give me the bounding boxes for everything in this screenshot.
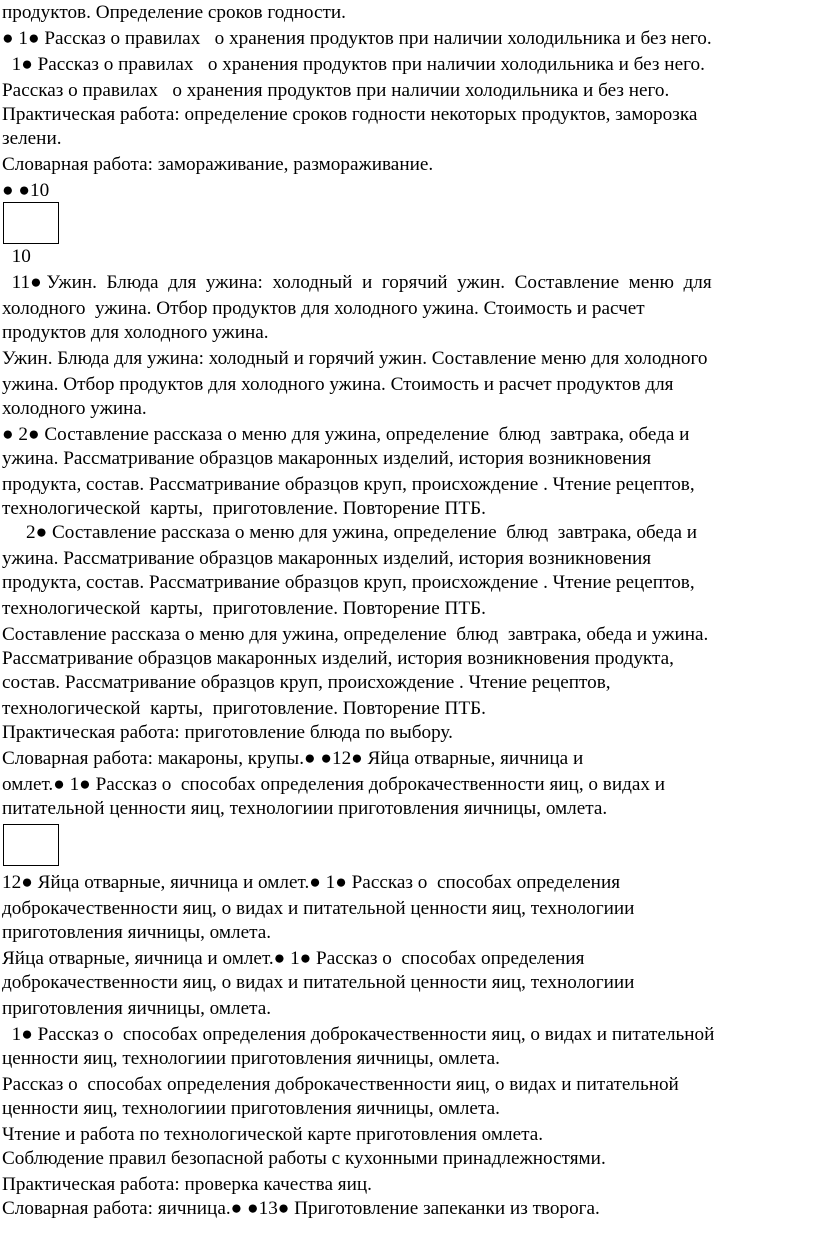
text-line: продукта, состав. Рассматривание образцов круп, происхождение . Чтение рецептов, — [2, 474, 695, 495]
text-line: Словарная работа: замораживание, размораживание. — [2, 154, 434, 175]
text-line: ужина. Рассматривание образцов макаронных изделий, история возникновения — [2, 548, 652, 569]
text-line: Практическая работа: приготовление блюда по выбору. — [2, 722, 453, 743]
text-line: технологической карты, приготовление. Повторение ПТБ. — [2, 498, 486, 519]
text-line: зелени. — [2, 128, 62, 149]
text-line: 1● Рассказ о способах определения доброкачественности яиц, о видах и питательной — [2, 1024, 715, 1045]
text-line: 2● Составление рассказа о меню для ужина, определение блюд завтрака, обеда и — [2, 522, 698, 543]
text-line: омлет.● 1● Рассказ о способах определения доброкачественности яиц, о видах и — [2, 774, 666, 795]
text-line: ● 2● Составление рассказа о меню для ужина, определение блюд завтрака, обеда и — [2, 424, 690, 445]
text-line: питательной ценности яиц, технологиии приготовления яичницы, омлета. — [2, 798, 608, 819]
text-line: Рассматривание образцов макаронных изделий, история возникновения продукта, — [2, 648, 674, 669]
text-line: Составление рассказа о меню для ужина, определение блюд завтрака, обеда и ужина. — [2, 624, 709, 645]
text-line: продукта, состав. Рассматривание образцов круп, происхождение . Чтение рецептов, — [2, 572, 695, 593]
text-line: 12● Яйца отварные, яичница и омлет.● 1● Рассказ о способах определения — [2, 872, 621, 893]
text-line: холодного ужина. — [2, 398, 147, 419]
text-line: ценности яиц, технологиии приготовления яичницы, омлета. — [2, 1098, 500, 1119]
text-line: продуктов для холодного ужина. — [2, 322, 269, 343]
text-line: Рассказ о способах определения доброкачественности яиц, о видах и питательной — [2, 1074, 679, 1095]
text-line: Словарная работа: макароны, крупы.● ●12● Яйца отварные, яичница и — [2, 748, 584, 769]
text-line: 11● Ужин. Блюда для ужина: холодный и горячий ужин. Составление меню для — [2, 272, 712, 293]
text-line: Рассказ о правилах о хранения продуктов при наличии холодильника и без него. — [2, 80, 670, 101]
text-line: приготовления яичницы, омлета. — [2, 998, 272, 1019]
text-line: 1● Рассказ о правилах о хранения продуктов при наличии холодильника и без него. — [2, 54, 705, 75]
text-line: 10 — [2, 246, 31, 267]
text-line: Яйца отварные, яичница и омлет.● 1● Рассказ о способах определения — [2, 948, 585, 969]
text-line: Практическая работа: определение сроков годности некоторых продуктов, заморозка — [2, 104, 698, 125]
text-line: приготовления яичницы, омлета. — [2, 922, 272, 943]
text-line: технологической карты, приготовление. Повторение ПТБ. — [2, 598, 486, 619]
text-line: ужина. Отбор продуктов для холодного ужина. Стоимость и расчет продуктов для — [2, 374, 674, 395]
empty-box — [3, 824, 59, 866]
text-line: состав. Рассматривание образцов круп, происхождение . Чтение рецептов, — [2, 672, 611, 693]
empty-box — [3, 202, 59, 244]
text-line: доброкачественности яиц, о видах и питательной ценности яиц, технологиии — [2, 898, 635, 919]
text-line: ● 1● Рассказ о правилах о хранения продуктов при наличии холодильника и без него. — [2, 28, 712, 49]
text-line: холодного ужина. Отбор продуктов для холодного ужина. Стоимость и расчет — [2, 298, 645, 319]
text-line: доброкачественности яиц, о видах и питательной ценности яиц, технологиии — [2, 972, 635, 993]
text-line: технологической карты, приготовление. Повторение ПТБ. — [2, 698, 486, 719]
text-line: ценности яиц, технологиии приготовления яичницы, омлета. — [2, 1048, 500, 1069]
text-line: Соблюдение правил безопасной работы с кухонными принадлежностями. — [2, 1148, 606, 1169]
text-line: Ужин. Блюда для ужина: холодный и горячий ужин. Составление меню для холодного — [2, 348, 708, 369]
text-line: ужина. Рассматривание образцов макаронных изделий, история возникновения — [2, 448, 652, 469]
text-line: ● ●10 — [2, 180, 50, 201]
text-line: Практическая работа: проверка качества яиц. — [2, 1174, 372, 1195]
text-line: продуктов. Определение сроков годности. — [2, 2, 346, 23]
text-line: Словарная работа: яичница.● ●13● Приготовление запеканки из творога. — [2, 1198, 600, 1219]
text-line: Чтение и работа по технологической карте приготовления омлета. — [2, 1124, 544, 1145]
